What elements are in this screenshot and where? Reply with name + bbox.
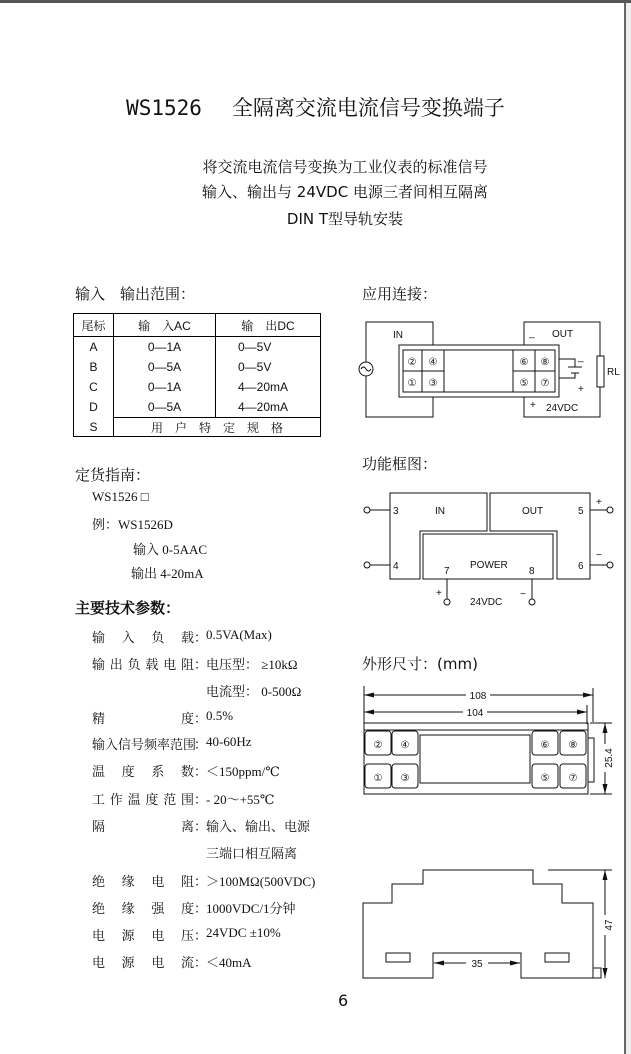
spec-colon: ： <box>194 901 208 916</box>
pin-3-terminal <box>364 507 370 513</box>
terminal-6: ⑥ <box>519 357 529 368</box>
label-power-plus: + <box>530 400 536 411</box>
terminal-5: ⑤ <box>519 378 529 389</box>
dim-terminal-6: ⑥ <box>540 740 550 751</box>
dim-terminal-7: ⑦ <box>568 773 578 784</box>
side-slot-right <box>545 953 569 962</box>
block-diagram <box>364 493 613 608</box>
cell-custom: 用 户 特 定 规 格 <box>114 418 321 437</box>
dim-terminal-4: ④ <box>400 740 410 751</box>
spec-value: 0.5VA(Max) <box>206 627 272 642</box>
minus-8: − <box>520 589 526 600</box>
order-example-input: 输入 0-5AAC <box>133 542 208 557</box>
load-resistor <box>597 356 604 387</box>
spec-colon: ： <box>194 928 208 943</box>
order-pattern: WS1526 □ <box>92 489 149 504</box>
dim-terminal-3: ③ <box>400 773 410 784</box>
dim-terminal-8: ⑧ <box>568 740 578 751</box>
top-view-window <box>420 735 530 783</box>
dim-terminal-2: ② <box>373 740 383 751</box>
pin-5-label: 5 <box>578 506 584 517</box>
spec-value: - 20～+55℃ <box>206 792 275 807</box>
battery-minus: _ <box>578 352 584 363</box>
cell-input: 0—5A <box>114 357 216 377</box>
subtitle-1: 将交流电流信号变换为工业仪表的标准信号 <box>202 158 488 176</box>
block-heading: 功能框图： <box>362 455 438 473</box>
terminal-3: ③ <box>428 378 438 389</box>
cell-output: 4—20mA <box>216 377 321 397</box>
spec-colon: ： <box>194 874 208 889</box>
spec-label: 输入信号频率范围 <box>92 737 197 752</box>
spec-colon: ： <box>194 764 208 779</box>
pin-6-terminal <box>607 562 613 568</box>
dimension-drawing <box>363 686 615 978</box>
cell-code: A <box>74 337 114 358</box>
pin-8-label: 8 <box>529 566 535 577</box>
specs-heading: 主要技术参数： <box>75 599 181 617</box>
spec-value: 24VDC ±10% <box>206 925 281 940</box>
spec-colon: ： <box>194 955 208 970</box>
header-code: 尾标 <box>74 314 114 337</box>
label-out-minus: _ <box>529 328 535 339</box>
order-example-output: 输出 4-20mA <box>131 566 204 581</box>
dimensions-heading: 外形尺寸：(mm) <box>362 655 478 673</box>
spec-label: 精度 <box>92 711 194 726</box>
label-rl: RL <box>607 367 620 378</box>
subtitle-2: 输入、输出与 24VDC 电源三者间相互隔离 <box>202 183 488 201</box>
terminal-4: ④ <box>428 357 438 368</box>
cell-code: D <box>74 397 114 418</box>
header-input: 输 入AC <box>114 314 216 337</box>
connection-heading: 应用连接： <box>362 285 438 303</box>
spec-colon: ： <box>194 711 208 726</box>
terminal-grid <box>403 350 555 392</box>
dim-104: 104 <box>466 708 484 719</box>
terminal-2: ② <box>407 357 417 368</box>
spec-value: ＜150ppm/℃ <box>206 764 280 779</box>
spec-label: 电源电流 <box>92 955 194 970</box>
pin-6-label: 6 <box>578 561 584 572</box>
pin-leads <box>370 510 607 599</box>
spec-label: 温度系数 <box>92 764 194 779</box>
dim-108: 108 <box>469 691 487 702</box>
pin-4-terminal <box>364 562 370 568</box>
label-out: OUT <box>522 506 544 517</box>
spec-colon: ： <box>194 657 208 672</box>
label-in: IN <box>435 506 445 517</box>
page-number: 6 <box>338 991 349 1010</box>
spec-value: 电压型： ≥10kΩ <box>206 657 298 672</box>
side-slot-left <box>386 953 410 962</box>
pin-8-terminal <box>529 599 535 605</box>
dim-25-4: 25.4 <box>604 748 615 768</box>
range-heading: 输入 输出范围： <box>75 285 196 303</box>
terminal-blocks <box>365 731 586 788</box>
cell-output: 4—20mA <box>216 397 321 418</box>
label-24vdc: 24VDC <box>470 597 503 608</box>
dim-terminal-1: ① <box>373 773 383 784</box>
spec-label: 电源电压 <box>92 928 194 943</box>
pin-4-label: 4 <box>393 561 399 572</box>
spec-label: 绝缘强度 <box>92 901 194 916</box>
pin-5-terminal <box>607 507 613 513</box>
spec-value: 40-60Hz <box>206 734 252 749</box>
plus-7: + <box>436 588 442 599</box>
order-example: 例：WS1526D <box>92 517 173 532</box>
plus-5: + <box>596 497 602 508</box>
cell-input: 0—1A <box>114 377 216 397</box>
spec-value: 0.5% <box>206 708 234 723</box>
spec-colon: ： <box>194 630 208 645</box>
battery-plus: + <box>578 384 584 395</box>
spec-label: 隔离 <box>92 819 194 834</box>
spec-value: 三端口相互隔离 <box>206 846 298 861</box>
label-in: IN <box>393 330 403 341</box>
dim-47: 47 <box>604 919 615 931</box>
spec-label: 输出负载电阻 <box>92 657 194 672</box>
spec-label: 绝缘电阻 <box>92 874 194 889</box>
cell-input: 0—5A <box>114 397 216 418</box>
pin-3-label: 3 <box>393 506 399 517</box>
dim-terminal-5: ⑤ <box>540 773 550 784</box>
terminal-1: ① <box>407 378 417 389</box>
connection-diagram <box>359 322 620 417</box>
product-name: 全隔离交流电流信号变换端子 <box>231 96 505 120</box>
spec-label: 输入负载 <box>92 630 194 645</box>
terminal-7: ⑦ <box>540 378 550 389</box>
cell-code: C <box>74 377 114 397</box>
pin-7-label: 7 <box>444 566 450 577</box>
spec-colon: ： <box>194 792 208 807</box>
spec-label: 工作温度范围 <box>92 792 194 807</box>
minus-6: − <box>596 550 602 561</box>
cell-output: 0—5V <box>216 357 321 377</box>
spec-value: 输入、输出、电源 <box>206 819 311 834</box>
dim-35: 35 <box>471 959 483 970</box>
cell-input: 0—1A <box>114 337 216 358</box>
label-24vdc: 24VDC <box>546 403 579 414</box>
side-foot <box>593 968 601 978</box>
pin-7-terminal <box>444 599 450 605</box>
terminal-8: ⑧ <box>540 357 550 368</box>
spec-colon: ： <box>194 819 208 834</box>
cell-code: S <box>74 418 114 437</box>
spec-value: ＞100MΩ(500VDC) <box>206 874 316 889</box>
cell-output: 0—5V <box>216 337 321 358</box>
cell-code: B <box>74 357 114 377</box>
spec-colon: ： <box>194 737 208 752</box>
rail-clip <box>588 738 594 782</box>
spec-value: 1000VDC/1分钟 <box>206 901 296 916</box>
header-output: 输 出DC <box>216 314 321 337</box>
spec-value: 电流型： 0-500Ω <box>206 684 302 699</box>
label-out: OUT <box>552 329 574 340</box>
order-heading: 定货指南： <box>75 466 151 484</box>
spec-value: ＜40mA <box>206 955 252 970</box>
label-power: POWER <box>470 560 508 571</box>
subtitle-3: DIN T型导轨安装 <box>286 210 404 228</box>
model-number: WS1526 <box>126 96 202 120</box>
